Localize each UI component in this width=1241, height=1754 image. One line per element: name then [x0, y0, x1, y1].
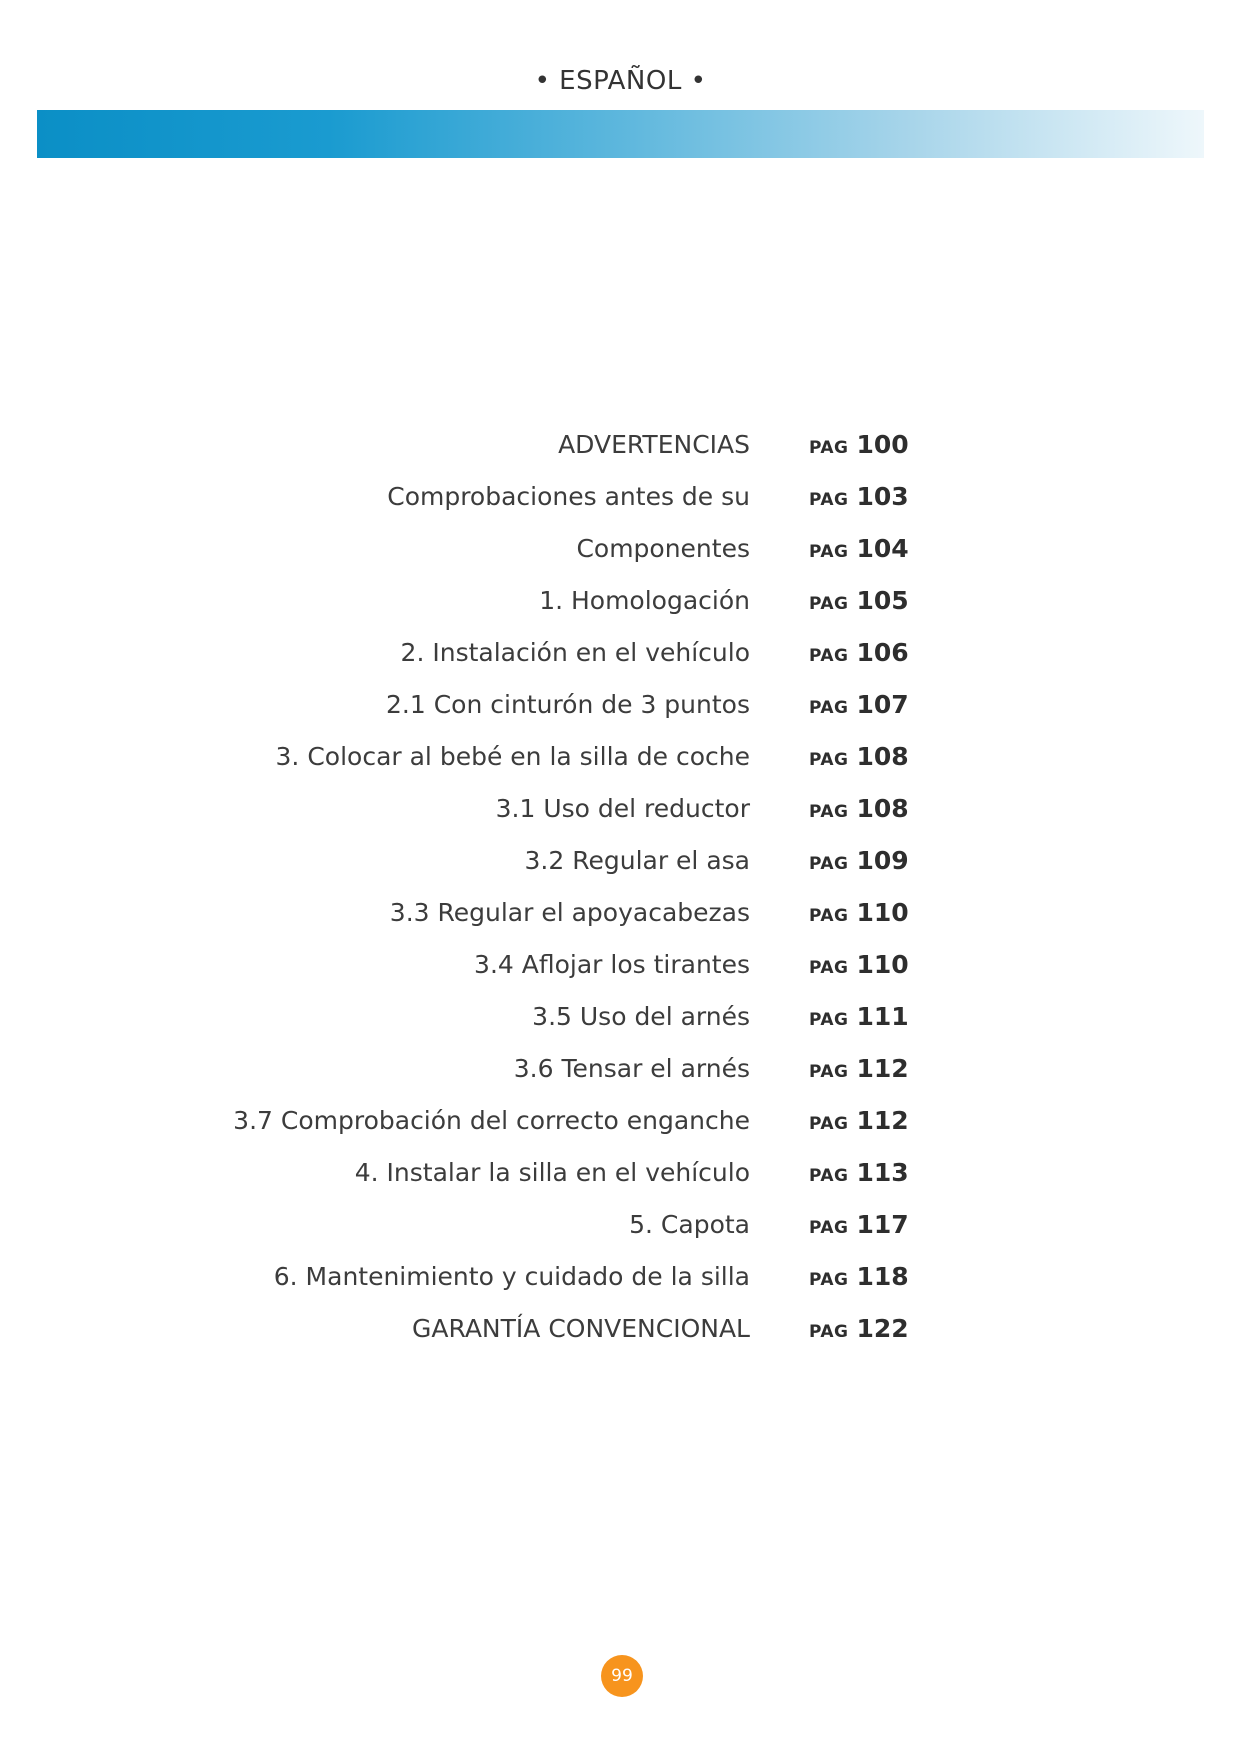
- page-number: 104: [856, 534, 909, 563]
- toc-entry[interactable]: [0, 1054, 1241, 1094]
- toc-entry[interactable]: [0, 1106, 1241, 1146]
- toc-entry-page: [809, 1054, 909, 1083]
- toc-entry[interactable]: [0, 690, 1241, 730]
- section-title: • ESPAÑOL •: [534, 66, 707, 96]
- toc-entry[interactable]: [0, 846, 1241, 886]
- pag-label: PAG: [809, 542, 849, 562]
- header-gradient-bar: [37, 110, 1204, 158]
- pag-label: PAG: [809, 1062, 849, 1082]
- page-number: 106: [856, 638, 909, 667]
- pag-label: PAG: [809, 1218, 849, 1238]
- toc-entry[interactable]: [0, 638, 1241, 678]
- toc-entry-page: [809, 534, 909, 563]
- toc-entry-page: [809, 638, 909, 667]
- page-number: 122: [856, 1314, 909, 1343]
- page-number: 103: [856, 482, 909, 511]
- toc-entry-label: 3.7 Comprobación del correcto enganche: [233, 1106, 750, 1135]
- pag-label: PAG: [809, 854, 849, 874]
- page-number: 112: [856, 1106, 909, 1135]
- toc-entry[interactable]: [0, 898, 1241, 938]
- page-number: 118: [856, 1262, 909, 1291]
- toc-entry[interactable]: [0, 1158, 1241, 1198]
- toc-entry-label: Componentes: [576, 534, 750, 563]
- toc-entry-label: 3.2 Regular el asa: [524, 846, 750, 875]
- page-number: 108: [856, 742, 909, 771]
- toc-entry-page: [809, 1314, 909, 1343]
- page-number: 113: [856, 1158, 909, 1187]
- toc-entry[interactable]: [0, 534, 1241, 574]
- toc-entry-page: [809, 794, 909, 823]
- toc-entry[interactable]: [0, 430, 1241, 470]
- toc-entry-page: [809, 898, 909, 927]
- toc-entry-label: 3.3 Regular el apoyacabezas: [389, 898, 750, 927]
- pag-label: PAG: [809, 490, 849, 510]
- toc-entry-label: 3.4 Aflojar los tirantes: [474, 950, 750, 979]
- toc-entry-label: 4. Instalar la silla en el vehículo: [354, 1158, 750, 1187]
- toc-entry[interactable]: [0, 1262, 1241, 1302]
- pag-label: PAG: [809, 802, 849, 822]
- toc-entry-label: GARANTÍA CONVENCIONAL: [411, 1314, 750, 1343]
- toc-entry-page: [809, 482, 909, 511]
- toc-entry-page: [809, 950, 909, 979]
- toc-entry-page: [809, 1262, 909, 1291]
- page-number: 110: [856, 950, 909, 979]
- toc-entry[interactable]: [0, 742, 1241, 782]
- page-number: 117: [856, 1210, 909, 1239]
- toc-entry[interactable]: [0, 482, 1241, 522]
- page-number: 112: [856, 1054, 909, 1083]
- toc-entry-label: 6. Mantenimiento y cuidado de la silla: [273, 1262, 750, 1291]
- toc-entry-label: 2. Instalación en el vehículo: [400, 638, 750, 667]
- page-number: 100: [856, 430, 909, 459]
- pag-label: PAG: [809, 698, 849, 718]
- pag-label: PAG: [809, 1270, 849, 1290]
- page-number: 111: [856, 1002, 909, 1031]
- toc-entry-label: 1. Homologación: [539, 586, 750, 615]
- pag-label: PAG: [809, 750, 849, 770]
- pag-label: PAG: [809, 1114, 849, 1134]
- toc-entry-page: [809, 1158, 909, 1187]
- toc-entry[interactable]: [0, 1002, 1241, 1042]
- toc-entry[interactable]: [0, 794, 1241, 834]
- toc-entry[interactable]: [0, 950, 1241, 990]
- page-number: 107: [856, 690, 909, 719]
- toc-entry-page: [809, 690, 909, 719]
- pag-label: PAG: [809, 438, 849, 458]
- toc-entry-page: [809, 742, 909, 771]
- pag-label: PAG: [809, 1010, 849, 1030]
- toc-entry-label: 2.1 Con cinturón de 3 puntos: [386, 690, 750, 719]
- toc-entry-page: [809, 1002, 909, 1031]
- pag-label: PAG: [809, 958, 849, 978]
- toc-entry[interactable]: [0, 1314, 1241, 1354]
- page-number: 105: [856, 586, 909, 615]
- toc-entry[interactable]: [0, 1210, 1241, 1250]
- toc-entry-page: [809, 1210, 909, 1239]
- toc-entry-page: [809, 586, 909, 615]
- toc-entry[interactable]: [0, 586, 1241, 626]
- toc-entry-label: 3.6 Tensar el arnés: [513, 1054, 750, 1083]
- page-number: 110: [856, 898, 909, 927]
- pag-label: PAG: [809, 1322, 849, 1342]
- pag-label: PAG: [809, 594, 849, 614]
- pag-label: PAG: [809, 906, 849, 926]
- page-number-badge: 99: [601, 1655, 643, 1697]
- toc-entry-page: [809, 1106, 909, 1135]
- toc-entry-page: [809, 430, 909, 459]
- toc-entry-label: ADVERTENCIAS: [558, 430, 750, 459]
- page-number: 109: [856, 846, 909, 875]
- pag-label: PAG: [809, 1166, 849, 1186]
- toc-entry-label: 3.1 Uso del reductor: [495, 794, 750, 823]
- toc-entry-label: Comprobaciones antes de su: [387, 482, 750, 511]
- toc-entry-label: 3.5 Uso del arnés: [532, 1002, 750, 1031]
- toc-entry-label: 5. Capota: [629, 1210, 750, 1239]
- toc-entry-label: 3. Colocar al bebé en la silla de coche: [275, 742, 750, 771]
- pag-label: PAG: [809, 646, 849, 666]
- page-number: 108: [856, 794, 909, 823]
- toc-entry-page: [809, 846, 909, 875]
